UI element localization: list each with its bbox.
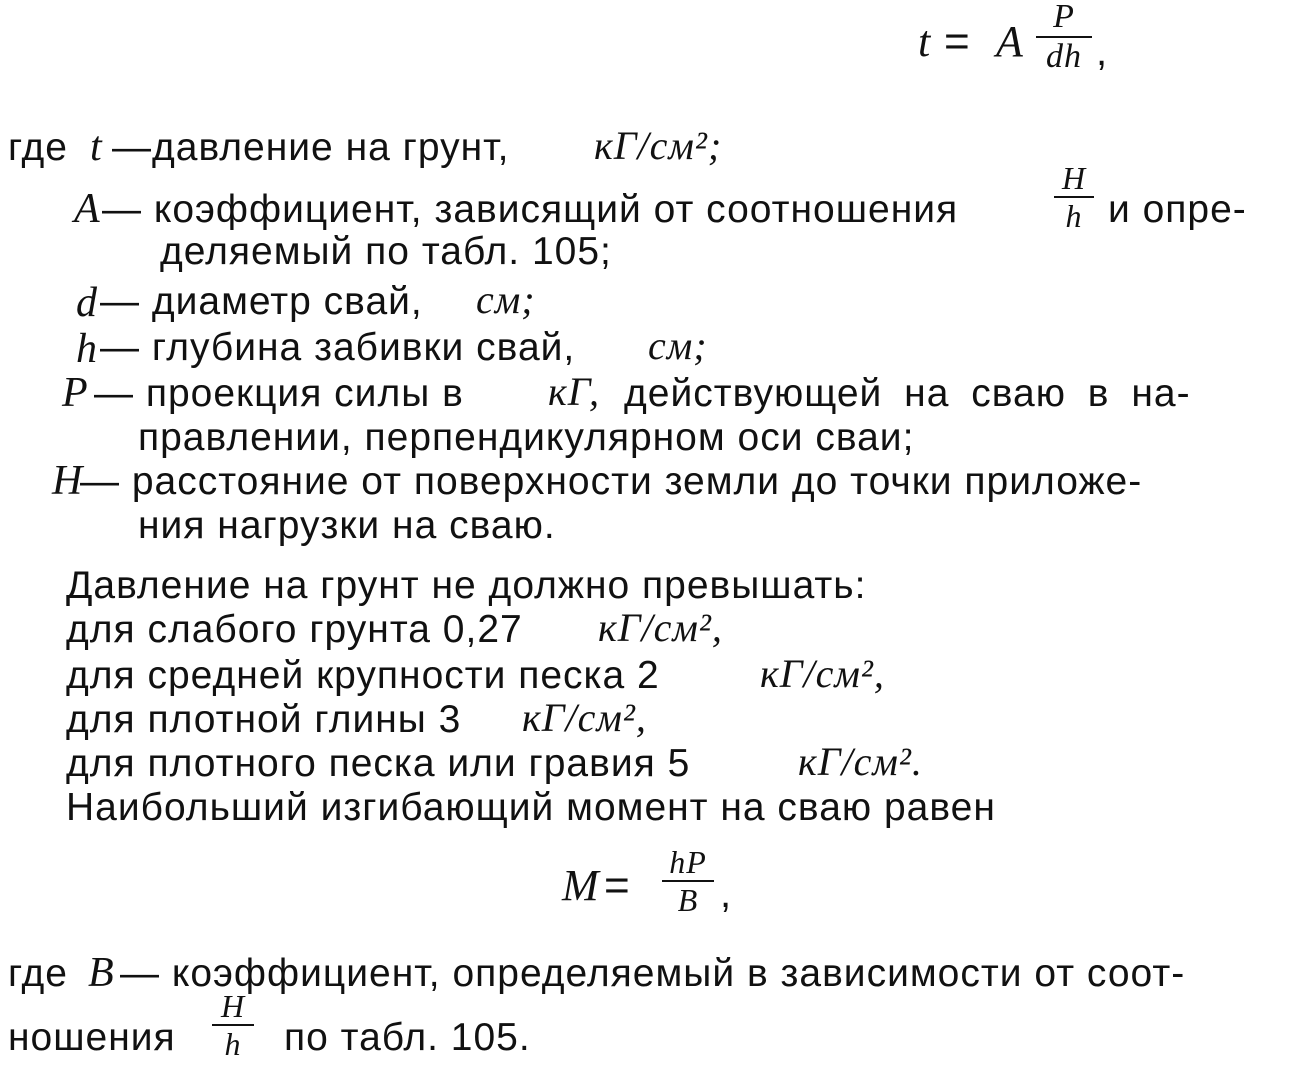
formula-1-numerator: P: [1053, 0, 1075, 35]
formula-2-numerator: hP: [669, 844, 707, 880]
legend-B-fraction: [212, 990, 254, 1060]
limit-1-unit: кГ/см²,: [598, 605, 723, 650]
legend-P-text-line2: правлении, перпендикулярном оси сваи;: [138, 416, 915, 459]
limit-2-unit: кГ/см²,: [760, 651, 885, 696]
legend-d-symbol: d: [76, 280, 98, 326]
legend-P-text: — проекция силы в: [94, 372, 464, 415]
legend-P-text-cont: действующей на сваю в на-: [624, 372, 1191, 415]
legend-A-symbol: A: [74, 186, 101, 232]
moment-intro: Наибольший изгибающий момент на сваю равен: [66, 786, 996, 829]
legend-A-fraction-den: h: [1065, 198, 1083, 234]
legend-A-fraction-num: H: [1061, 160, 1087, 196]
legend-t-symbol: t: [90, 124, 103, 170]
formula-1-eq: =: [944, 17, 971, 66]
legend-P-unit: кГ,: [548, 369, 600, 414]
formula-1-denominator: dh: [1046, 38, 1082, 75]
formula-1-coef: A: [996, 17, 1024, 66]
legend-d-text: — диаметр свай,: [100, 280, 423, 323]
formula-1-fraction: [1036, 0, 1092, 74]
legend-t-unit: кГ/см²;: [594, 123, 723, 168]
legend-A-text-line2: деляемый по табл. 105;: [160, 230, 612, 273]
limit-4: для плотного песка или гравия 5: [66, 742, 691, 785]
legend-H-text-line2: ния нагрузки на сваю.: [138, 504, 556, 547]
legend-H-symbol: H: [52, 458, 84, 504]
legend-A-text-cont: и опре-: [1108, 188, 1247, 231]
legend-B-fraction-num: H: [220, 988, 246, 1024]
legend-t-text: —давление на грунт,: [112, 126, 510, 169]
legend-B-fraction-den: h: [224, 1026, 242, 1062]
limit-1: для слабого грунта 0,27: [66, 608, 523, 651]
limit-4-unit: кГ/см².: [798, 739, 923, 784]
legend-A-fraction: [1054, 162, 1094, 232]
legend-d-unit: см;: [476, 277, 536, 322]
legend-B-text: — коэффициент, определяемый в зависимости от соот-: [120, 952, 1186, 995]
legend-A-text: — коэффициент, зависящий от соотношения: [102, 188, 959, 231]
legend-h-symbol: h: [76, 326, 98, 372]
limit-3-unit: кГ/см²,: [522, 695, 647, 740]
legend-B-text-line2: ношения: [8, 1016, 176, 1059]
legend-h-text: — глубина забивки свай,: [100, 326, 576, 369]
legend-B-symbol: B: [88, 950, 115, 996]
formula-2-fraction: [662, 846, 714, 916]
legend-intro: где: [8, 126, 68, 169]
formula-2-denominator: B: [677, 882, 699, 918]
limit-2: для средней крупности песка 2: [66, 654, 660, 697]
legend-h-unit: см;: [648, 323, 708, 368]
limits-intro: Давление на грунт не должно превышать:: [66, 564, 867, 607]
formula-1-lhs: t: [918, 17, 932, 66]
legend-B-text-cont: по табл. 105.: [284, 1016, 531, 1059]
formula-2-comma: ,: [720, 872, 733, 916]
limit-3: для плотной глины 3: [66, 698, 462, 741]
legend-2-intro: где: [8, 952, 68, 995]
formula-2-lhs: M: [562, 861, 600, 910]
formula-2-eq: =: [604, 861, 631, 910]
legend-P-symbol: P: [62, 370, 89, 416]
formula-1-comma: ,: [1096, 30, 1109, 74]
legend-H-text: — расстояние от поверхности земли до точки приложе-: [80, 460, 1143, 503]
